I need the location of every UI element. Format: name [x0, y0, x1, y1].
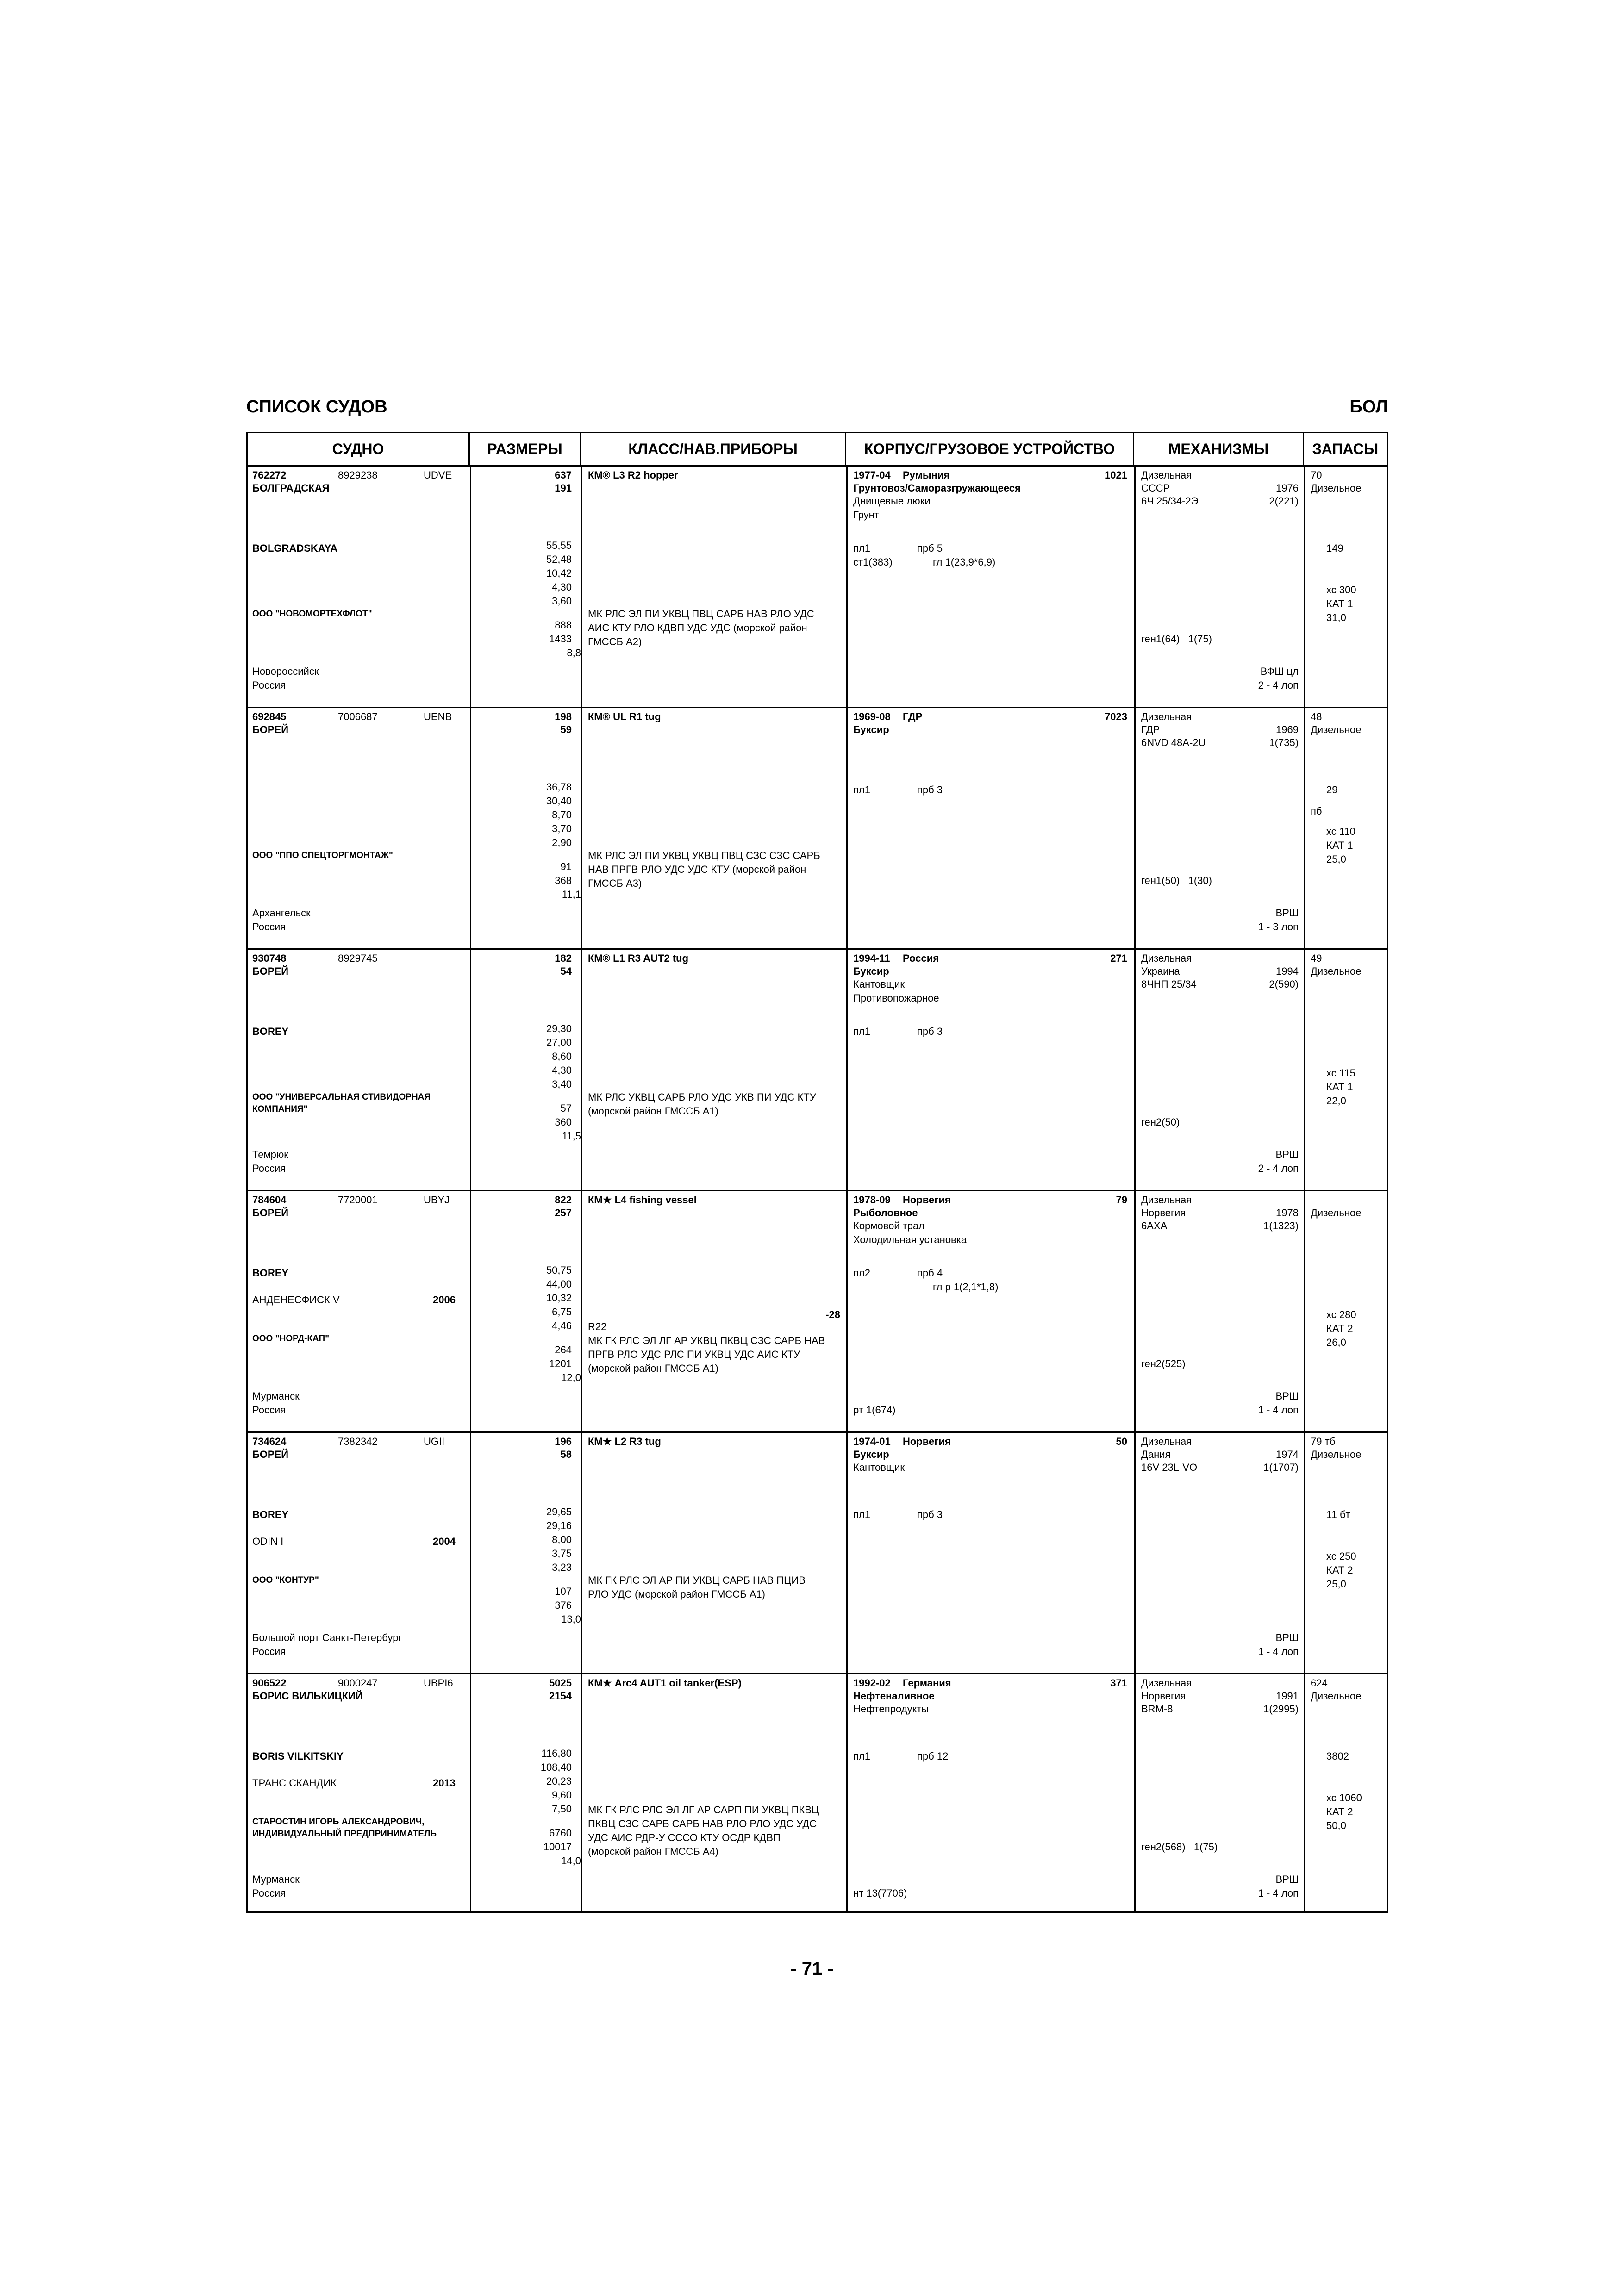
dimension-value: 7,50 [552, 1803, 572, 1815]
engine-country: СССР [1141, 482, 1170, 494]
net-tonnage: 58 [560, 1449, 572, 1460]
engine-model: 8ЧНП 25/34 [1141, 978, 1197, 990]
supplies-detail: КАТ 1 [1326, 840, 1353, 851]
column-headers [248, 433, 1387, 467]
generators: ген1(50) 1(30) [1141, 875, 1212, 886]
capacity-value: 360 [555, 1116, 572, 1128]
bulkheads-count: прб 3 [917, 1509, 943, 1520]
engine-country: Дания [1141, 1449, 1171, 1460]
dimension-value: 9,60 [552, 1789, 572, 1801]
vessel-name: БОРЕЙ [252, 965, 289, 977]
engine-year: 1976 [1276, 482, 1299, 494]
fuel-quantity: 79 тб [1311, 1436, 1336, 1447]
flag-country: Россия [252, 1404, 286, 1416]
previous-name-year: 2006 [433, 1294, 456, 1306]
decks-count: пл1 [853, 1750, 870, 1762]
speed-value: 8,8 [567, 647, 581, 659]
imo-number: 7720001 [338, 1194, 378, 1206]
flag-country: Россия [252, 1646, 286, 1657]
deadweight-value: 6760 [549, 1827, 572, 1839]
col-header-dimensions: РАЗМЕРЫ [470, 433, 581, 465]
nav-equipment-line: R22 [588, 1321, 607, 1332]
bulkheads-count: прб 5 [917, 542, 943, 554]
bulkheads-count: прб 3 [917, 784, 943, 796]
fuel-mark: пб [1311, 805, 1322, 817]
nav-equipment-line: РЛО УДС (морской район ГМССБ А1) [588, 1588, 765, 1600]
col-header-hull: КОРПУС/ГРУЗОВОЕ УСТРОЙСТВО [846, 433, 1134, 465]
hull-feature: Кантовщик [853, 1462, 905, 1473]
engine-type: Дизельная [1141, 469, 1192, 481]
flag-country: Россия [252, 1887, 286, 1899]
supplies-detail: хс 115 [1326, 1067, 1355, 1079]
vessel-entry [248, 950, 1387, 1191]
supplies-detail: 25,0 [1326, 853, 1346, 865]
engine-model: 6NVD 48A-2U [1141, 737, 1206, 748]
dimension-value: 8,70 [552, 809, 572, 821]
nav-equipment-line: ГМССБ А3) [588, 877, 642, 889]
dimension-value: 30,40 [546, 795, 572, 807]
owner-name: ООО "КОНТУР" [252, 1575, 319, 1585]
call-sign: UDVE [424, 469, 452, 481]
engine-country: Норвегия [1141, 1207, 1186, 1219]
registry-number: 692845 [252, 711, 287, 722]
registry-number: 734624 [252, 1436, 287, 1447]
engine-power: 1(1323) [1263, 1220, 1299, 1232]
fuel-quantity: 624 [1311, 1677, 1328, 1689]
fuel-type: Дизельное [1311, 1207, 1362, 1219]
fuel-type: Дизельное [1311, 724, 1362, 735]
vessel-name: БОРЕЙ [252, 1207, 289, 1219]
registry-number: 784604 [252, 1194, 287, 1206]
imo-number: 9000247 [338, 1677, 378, 1689]
engine-type: Дизельная [1141, 952, 1192, 964]
propeller-blades: 2 - 4 лоп [1258, 1163, 1299, 1174]
engine-model: 6AXA [1141, 1220, 1168, 1232]
bulkheads-count: прб 4 [917, 1267, 943, 1279]
hull-feature: Холодильная установка [853, 1234, 967, 1245]
owner-name: СТАРОСТИН ИГОРЬ АЛЕКСАНДРОВИЧ, ИНДИВИДУАЛЬНЫЙ ПРЕДПРИНИМАТЕЛЬ [252, 1817, 437, 1839]
dimension-value: 29,16 [546, 1520, 572, 1531]
build-date: 1978-09 [853, 1194, 891, 1206]
engine-year: 1991 [1276, 1690, 1299, 1702]
deadweight-value: 57 [560, 1102, 572, 1114]
dimension-value: 3,70 [552, 823, 572, 834]
fuel-type: Дизельное [1311, 1690, 1362, 1702]
vessel-entry [248, 1191, 1387, 1433]
flag-country: Россия [252, 1163, 286, 1174]
vessel-name: БОРИС ВИЛЬКИЦКИЙ [252, 1690, 363, 1702]
dimension-value: 4,46 [552, 1320, 572, 1332]
supplies-detail: КАТ 2 [1326, 1564, 1353, 1576]
vessel-entry [248, 708, 1387, 950]
generators: ген2(568) 1(75) [1141, 1841, 1218, 1853]
home-port: Большой порт Санкт-Петербург [252, 1632, 402, 1643]
yard-number: 271 [1110, 952, 1127, 964]
home-port: Мурманск [252, 1390, 300, 1402]
fuel-secondary: 149 [1326, 542, 1343, 554]
fuel-quantity: 49 [1311, 952, 1322, 964]
dimension-value: 3,23 [552, 1562, 572, 1573]
nav-equipment-line: МК РЛС ЭЛ ПИ УКВЦ УКВЦ ПВЦ СЗС СЗС САРБ [588, 850, 820, 861]
col-header-class: КЛАСС/НАВ.ПРИБОРЫ [581, 433, 846, 465]
fuel-type: Дизельное [1311, 1449, 1362, 1460]
previous-name: ТРАНС СКАНДИК [252, 1777, 337, 1789]
hull-feature: Днищевые люки [853, 495, 931, 507]
capacity-value: 1201 [549, 1358, 572, 1369]
call-sign: UBPI6 [424, 1677, 453, 1689]
deadweight-value: 264 [555, 1344, 572, 1356]
class-notation: КМ★ L2 R3 tug [588, 1436, 661, 1447]
build-country: Норвегия [903, 1194, 951, 1206]
deadweight-value: 107 [555, 1586, 572, 1597]
build-country: Румыния [903, 469, 950, 481]
dimension-value: 10,42 [546, 567, 572, 579]
page-number: - 71 - [790, 1959, 834, 1979]
dimension-value: 8,60 [552, 1051, 572, 1062]
propulsion-type: ВРШ [1275, 907, 1299, 919]
build-date: 1994-11 [853, 952, 890, 964]
engine-country: ГДР [1141, 724, 1160, 735]
build-date: 1969-08 [853, 711, 891, 722]
previous-name: АНДЕНЕСФИСК V [252, 1294, 340, 1306]
supplies-detail: 50,0 [1326, 1820, 1346, 1831]
col-header-machinery: МЕХАНИЗМЫ [1134, 433, 1304, 465]
class-notation: КМ★ L4 fishing vessel [588, 1194, 697, 1206]
owner-name: ООО "УНИВЕРСАЛЬНАЯ СТИВИДОРНАЯ КОМПАНИЯ" [252, 1092, 431, 1114]
supplies-detail: 22,0 [1326, 1095, 1346, 1107]
gross-tonnage: 198 [555, 711, 572, 722]
yard-number: 7023 [1105, 711, 1127, 722]
dimension-value: 10,32 [546, 1292, 572, 1304]
decks-count: пл1 [853, 784, 870, 796]
flag-country: Россия [252, 679, 286, 691]
fuel-secondary: 11 бт [1326, 1509, 1350, 1520]
vessel-name: БОЛГРАДСКАЯ [252, 482, 330, 494]
bulkheads-count: прб 12 [917, 1750, 949, 1762]
vessel-type: Буксир [853, 724, 889, 735]
dimension-value: 116,80 [541, 1748, 572, 1759]
fuel-secondary: 29 [1326, 784, 1338, 796]
generators: ген2(525) [1141, 1358, 1186, 1369]
speed-value: 13,0 [561, 1613, 581, 1625]
vessel-entry [248, 1433, 1387, 1674]
decks-count: пл1 [853, 1509, 870, 1520]
generators: ген2(50) [1141, 1116, 1180, 1128]
speed-value: 14,0 [561, 1855, 581, 1867]
hull-feature: Кантовщик [853, 978, 905, 990]
build-country: Россия [903, 952, 939, 964]
gross-tonnage: 822 [555, 1194, 572, 1206]
vessel-name: БОРЕЙ [252, 724, 289, 735]
dimension-value: 3,75 [552, 1548, 572, 1559]
nav-equipment-line: АИС КТУ РЛО КДВП УДС УДС (морской район [588, 622, 807, 634]
page-title: СПИСОК СУДОВ [246, 397, 387, 417]
supplies-detail: 25,0 [1326, 1578, 1346, 1590]
nav-equipment-line: ПКВЦ СЗС САРБ САРБ НАВ РЛО РЛО УДС УДС [588, 1818, 817, 1829]
fuel-quantity: 70 [1311, 469, 1322, 481]
supplies-detail: КАТ 1 [1326, 1081, 1353, 1093]
hull-feature: Кормовой трал [853, 1220, 925, 1232]
tanks-note: нт 13(7706) [853, 1887, 907, 1899]
yard-number: 371 [1110, 1677, 1127, 1689]
fuel-type: Дизельное [1311, 482, 1362, 494]
home-port: Мурманск [252, 1873, 300, 1885]
nav-equipment-line: ГМССБ А2) [588, 636, 642, 647]
net-tonnage: 191 [555, 482, 572, 494]
previous-name-year: 2004 [433, 1536, 456, 1547]
net-tonnage: 2154 [549, 1690, 572, 1702]
engine-type: Дизельная [1141, 1677, 1192, 1689]
engine-model: BRM-8 [1141, 1703, 1173, 1715]
owner-name: ООО "ППО СПЕЦТОРГМОНТАЖ" [252, 851, 393, 860]
class-notation: КМ® UL R1 tug [588, 711, 661, 722]
dimension-value: 2,90 [552, 837, 572, 848]
nav-equipment-line: (морской район ГМССБ А1) [588, 1363, 718, 1374]
gross-tonnage: 182 [555, 952, 572, 964]
build-country: ГДР [903, 711, 923, 722]
speed-value: 12,0 [561, 1372, 581, 1383]
nav-equipment-line: МК РЛС УКВЦ САРБ РЛО УДС УКВ ПИ УДС КТУ [588, 1091, 816, 1103]
generators: ген1(64) 1(75) [1141, 633, 1212, 645]
dimension-value: 4,30 [552, 581, 572, 593]
cargo-hatch: гл р 1(2,1*1,8) [933, 1281, 999, 1293]
net-tonnage: 54 [560, 965, 572, 977]
ice-mark: -28 [825, 1309, 840, 1320]
vessel-name-latin: BOREY [252, 1509, 289, 1520]
dimension-value: 29,65 [546, 1506, 572, 1518]
dimension-value: 52,48 [546, 554, 572, 565]
engine-power: 1(2995) [1263, 1703, 1299, 1715]
nav-equipment-line: УДС АИС РДР-У СССО КТУ ОСДР КДВП [588, 1832, 781, 1843]
net-tonnage: 59 [560, 724, 572, 735]
propeller-blades: 2 - 4 лоп [1258, 679, 1299, 691]
imo-number: 7006687 [338, 711, 378, 722]
engine-country: Украина [1141, 965, 1180, 977]
engine-power: 1(735) [1269, 737, 1299, 748]
cargo-holds: ст1(383) [853, 556, 893, 568]
engine-power: 2(221) [1269, 495, 1299, 507]
owner-name: ООО "НОВОМОРТЕХФЛОТ" [252, 609, 372, 619]
capacity-value: 368 [555, 875, 572, 886]
tanks-note: рт 1(674) [853, 1404, 896, 1416]
imo-number: 7382342 [338, 1436, 378, 1447]
propulsion-type: ВРШ [1275, 1390, 1299, 1402]
engine-year: 1978 [1276, 1207, 1299, 1219]
vessel-name-latin: BOLGRADSKAYA [252, 542, 338, 554]
yard-number: 50 [1116, 1436, 1127, 1447]
build-date: 1974-01 [853, 1436, 891, 1447]
build-country: Норвегия [903, 1436, 951, 1447]
propulsion-type: ВРШ [1275, 1149, 1299, 1160]
decks-count: пл2 [853, 1267, 870, 1279]
class-notation: КМ® L3 R2 hopper [588, 469, 678, 481]
imo-number: 8929745 [338, 952, 378, 964]
fuel-quantity: 48 [1311, 711, 1322, 722]
supplies-detail: КАТ 1 [1326, 598, 1353, 610]
build-date: 1977-04 [853, 469, 891, 481]
nav-equipment-line: МК ГК РЛС ЭЛ ЛГ АР УКВЦ ПКВЦ СЗС САРБ НАВ [588, 1335, 825, 1346]
decks-count: пл1 [853, 542, 870, 554]
call-sign: UGII [424, 1436, 445, 1447]
dimension-value: 108,40 [540, 1761, 572, 1773]
fuel-type: Дизельное [1311, 965, 1362, 977]
home-port: Архангельск [252, 907, 311, 919]
engine-year: 1994 [1276, 965, 1299, 977]
dimension-value: 50,75 [546, 1264, 572, 1276]
deadweight-value: 888 [555, 619, 572, 631]
propulsion-type: ВФШ цл [1260, 666, 1299, 677]
supplies-detail: хс 110 [1326, 826, 1355, 837]
hull-feature: Грунт [853, 509, 879, 521]
engine-year: 1974 [1276, 1449, 1299, 1460]
hull-feature: Противопожарное [853, 992, 939, 1004]
dimension-value: 29,30 [546, 1023, 572, 1034]
nav-equipment-line: МК ГК РЛС ЭЛ АР ПИ УКВЦ САРБ НАВ ПЦИВ [588, 1574, 806, 1586]
cargo-hatch: гл 1(23,9*6,9) [933, 556, 996, 568]
previous-name-year: 2013 [433, 1777, 456, 1789]
propulsion-type: ВРШ [1275, 1873, 1299, 1885]
dimension-value: 27,00 [546, 1037, 572, 1048]
col-header-vessel: СУДНО [248, 433, 470, 465]
vessel-type: Рыболовное [853, 1207, 918, 1219]
call-sign: UBYJ [424, 1194, 450, 1206]
vessel-name: БОРЕЙ [252, 1449, 289, 1460]
vessel-name-latin: BORIS VILKITSKIY [252, 1750, 344, 1762]
dimension-value: 3,40 [552, 1078, 572, 1090]
vessel-type: Буксир [853, 965, 889, 977]
vessel-type: Нефтеналивное [853, 1690, 935, 1702]
engine-country: Норвегия [1141, 1690, 1186, 1702]
build-country: Германия [903, 1677, 951, 1689]
speed-value: 11,1 [562, 889, 581, 900]
decks-count: пл1 [853, 1026, 870, 1037]
supplies-detail: КАТ 2 [1326, 1323, 1353, 1334]
propeller-blades: 1 - 3 лоп [1258, 921, 1299, 933]
class-notation: КМ® L1 R3 AUT2 tug [588, 952, 689, 964]
engine-type: Дизельная [1141, 711, 1192, 722]
dimension-value: 36,78 [546, 781, 572, 793]
owner-name: ООО "НОРД-КАП" [252, 1334, 330, 1344]
registry-number: 762272 [252, 469, 287, 481]
supplies-detail: 26,0 [1326, 1337, 1346, 1348]
call-sign: UENB [424, 711, 452, 722]
home-port: Новороссийск [252, 666, 319, 677]
supplies-detail: хс 1060 [1326, 1792, 1362, 1804]
previous-name: ODIN I [252, 1536, 284, 1547]
flag-country: Россия [252, 921, 286, 933]
supplies-detail: хс 280 [1326, 1309, 1356, 1320]
vessel-entry [248, 467, 1387, 708]
nav-equipment-line: НАВ ПРГВ РЛО УДС УДС КТУ (морской район [588, 864, 806, 875]
propulsion-type: ВРШ [1275, 1632, 1299, 1643]
imo-number: 8929238 [338, 469, 378, 481]
speed-value: 11,5 [562, 1130, 581, 1142]
vessel-type: Грунтовоз/Саморазгружающееся [853, 482, 1021, 494]
dimension-value: 3,60 [552, 595, 572, 607]
fuel-secondary: 3802 [1326, 1750, 1349, 1762]
vessel-name-latin: BOREY [252, 1267, 289, 1279]
bulkheads-count: прб 3 [917, 1026, 943, 1037]
dimension-value: 8,00 [552, 1534, 572, 1545]
supplies-detail: 31,0 [1326, 612, 1346, 623]
engine-type: Дизельная [1141, 1194, 1192, 1206]
supplies-detail: хс 250 [1326, 1550, 1356, 1562]
engine-model: 16V 23L-VO [1141, 1462, 1198, 1473]
dimension-value: 44,00 [546, 1278, 572, 1290]
gross-tonnage: 5025 [549, 1677, 572, 1689]
propeller-blades: 1 - 4 лоп [1258, 1646, 1299, 1657]
build-date: 1992-02 [853, 1677, 891, 1689]
section-letters: БОЛ [1349, 397, 1388, 417]
dimension-value: 55,55 [546, 540, 572, 551]
supplies-detail: КАТ 2 [1326, 1806, 1353, 1817]
gross-tonnage: 196 [555, 1436, 572, 1447]
vessel-entry [248, 1674, 1387, 1913]
net-tonnage: 257 [555, 1207, 572, 1219]
yard-number: 1021 [1105, 469, 1127, 481]
propeller-blades: 1 - 4 лоп [1258, 1404, 1299, 1416]
hull-feature: Нефтепродукты [853, 1703, 929, 1715]
registry-number: 930748 [252, 952, 287, 964]
nav-equipment-line: (морской район ГМССБ А4) [588, 1846, 718, 1857]
dimension-value: 6,75 [552, 1306, 572, 1318]
nav-equipment-line: (морской район ГМССБ А1) [588, 1105, 718, 1117]
capacity-value: 376 [555, 1599, 572, 1611]
dimension-value: 20,23 [546, 1775, 572, 1787]
engine-power: 1(1707) [1263, 1462, 1299, 1473]
ship-register-table [246, 432, 1388, 1913]
supplies-detail: хс 300 [1326, 584, 1356, 596]
nav-equipment-line: ПРГВ РЛО УДС РЛС ПИ УКВЦ УДС АИС КТУ [588, 1349, 800, 1360]
capacity-value: 10017 [543, 1841, 572, 1853]
gross-tonnage: 637 [555, 469, 572, 481]
class-notation: КМ★ Arc4 AUT1 oil tanker(ESP) [588, 1677, 742, 1689]
registry-number: 906522 [252, 1677, 287, 1689]
nav-equipment-line: МК ГК РЛС РЛС ЭЛ ЛГ АР САРП ПИ УКВЦ ПКВЦ [588, 1804, 819, 1816]
capacity-value: 1433 [549, 633, 572, 645]
propeller-blades: 1 - 4 лоп [1258, 1887, 1299, 1899]
nav-equipment-line: МК РЛС ЭЛ ПИ УКВЦ ПВЦ САРБ НАВ РЛО УДС [588, 608, 814, 620]
deadweight-value: 91 [560, 861, 572, 872]
vessel-type: Буксир [853, 1449, 889, 1460]
engine-power: 2(590) [1269, 978, 1299, 990]
vessel-name-latin: BOREY [252, 1026, 289, 1037]
engine-type: Дизельная [1141, 1436, 1192, 1447]
yard-number: 79 [1116, 1194, 1127, 1206]
home-port: Темрюк [252, 1149, 288, 1160]
engine-year: 1969 [1276, 724, 1299, 735]
dimension-value: 4,30 [552, 1064, 572, 1076]
col-header-supplies: ЗАПАСЫ [1312, 441, 1379, 457]
engine-model: 6Ч 25/34-2Э [1141, 495, 1199, 507]
